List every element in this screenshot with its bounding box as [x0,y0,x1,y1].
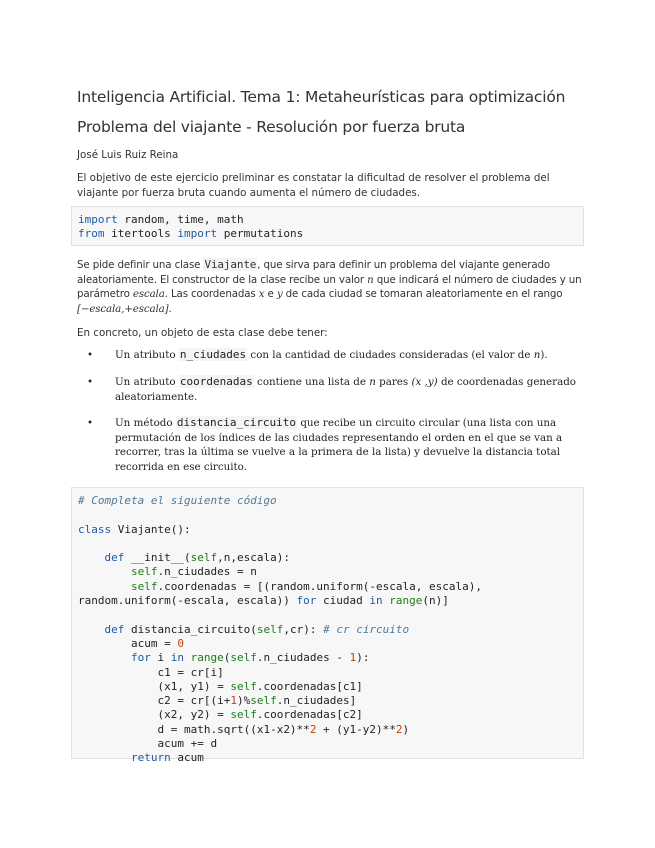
page-subtitle: Problema del viajante - Resolución por fuerza bruta [77,118,466,136]
code-cell-imports[interactable]: import random, time, math from itertools import permutations [71,206,584,246]
code-cell-class[interactable]: # Completa el siguiente código class Viajante(): def __init__(self,n,escala): self.n_ciudades = n self.coordenadas = [(random.uniform(-escala, escala), random.uniform(-escala, escala)) for ciudad in range(n)] def distancia_circuito(self,cr): # cr circuito acum = 0 for i in range(self.n_ciudades - 1): c1 = cr[i] (x1, y1) = self.coordenadas[c1] c2 = cr[(i+1)%self.n_ciudades] (x2, y2) = self.coordenadas[c2] d = math.sqrt((x1-x2)**2 + (y1-y2)**2) acum += d return acum [71,487,584,759]
class-description-paragraph: Se pide definir una clase Viajante, que sirva para definir un problema del viajante generado aleatoriamente. El constructor de la clase recibe un valor n que indicará el número de ciudades y un parámetro escala. Las coordenadas x e y de cada ciudad se tomaran aleatoriamente en el rango [−escala,+escala]. [77,258,582,315]
inline-code: Viajante [204,258,257,271]
author: José Luis Ruiz Reina [77,149,179,161]
list-item: • Un atributo coordenadas contiene una lista de n pares (x ,y) de coordenadas generado aleatoriamente. [87,375,576,403]
intro-paragraph: El objetivo de este ejercicio preliminar es constatar la dificultad de resolver el problema del viajante por fuerza bruta cuando aumenta el número de ciudades. [77,172,550,199]
list-item: • Un atributo n_ciudades con la cantidad de ciudades consideradas (el valor de n). [87,348,548,361]
page-title: Inteligencia Artificial. Tema 1: Metaheurísticas para optimización [77,88,566,106]
requirements-intro: En concreto, un objeto de esta clase debe tener: [77,327,328,339]
list-item: • Un método distancia_circuito que recibe un circuito circular (una lista con una permutación de los índices de las ciudades representando el orden en el que se van a recorrer, tras la última se vuelve a la primera de la lista) y devuelve la distancia total recorrida en ese circuito. [87,416,563,473]
